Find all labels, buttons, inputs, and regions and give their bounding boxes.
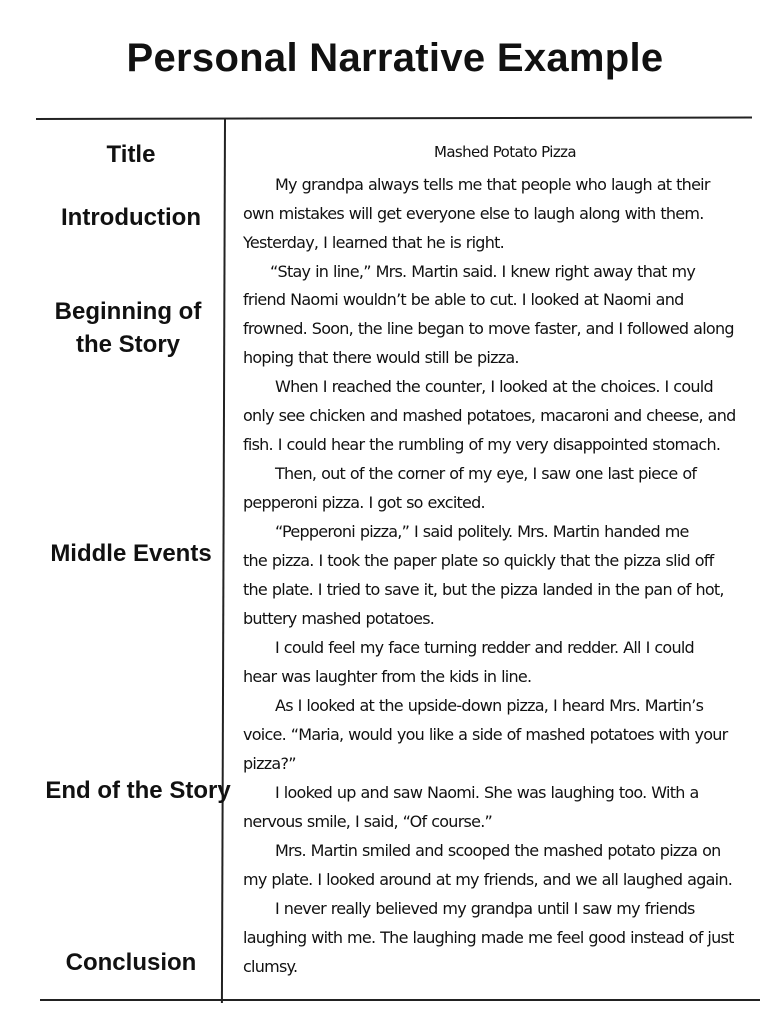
story-line: only see chicken and mashed potatoes, macaroni and cheese, and: [243, 406, 736, 425]
section-label-beginning: Beginning of the Story: [54, 298, 202, 358]
story-line: pizza?”: [243, 754, 296, 773]
top-rule: [36, 117, 752, 120]
bottom-rule: [40, 999, 760, 1001]
story-line: hoping that there would still be pizza.: [243, 348, 519, 367]
story-line: the plate. I tried to save it, but the pizza landed in the pan of hot,: [243, 580, 724, 599]
document-title: Personal Narrative Example: [126, 36, 664, 80]
story-line: nervous smile, I said, “Of course.”: [243, 812, 493, 831]
section-label-conclusion: Conclusion: [65, 949, 197, 976]
story-line: I looked up and saw Naomi. She was laughing too. With a: [275, 783, 699, 802]
story-line: laughing with me. The laughing made me feel good instead of just: [243, 928, 734, 947]
story-line: When I reached the counter, I looked at the choices. I could: [275, 377, 713, 396]
story-line: voice. “Maria, would you like a side of mashed potatoes with your: [243, 725, 728, 744]
story-line: friend Naomi wouldn’t be able to cut. I looked at Naomi and: [243, 290, 684, 309]
story-title: Mashed Potato Pizza: [434, 143, 576, 161]
story-line: I could feel my face turning redder and redder. All I could: [275, 638, 694, 657]
story-line: Mrs. Martin smiled and scooped the mashed potato pizza on: [275, 841, 721, 860]
section-label-middle: Middle Events: [50, 540, 212, 567]
story-line: frowned. Soon, the line began to move faster, and I followed along: [243, 319, 734, 338]
story-line: I never really believed my grandpa until I saw my friends: [275, 899, 695, 918]
story-line: “Stay in line,” Mrs. Martin said. I knew right away that my: [270, 262, 696, 281]
story-line: “Pepperoni pizza,” I said politely. Mrs. Martin handed me: [275, 522, 689, 541]
story-line: Then, out of the corner of my eye, I saw one last piece of: [275, 464, 697, 483]
story-line: the pizza. I took the paper plate so quickly that the pizza slid off: [243, 551, 714, 570]
section-label-introduction: Introduction: [61, 204, 201, 231]
story-line: Yesterday, I learned that he is right.: [243, 233, 504, 252]
story-line: clumsy.: [243, 957, 298, 976]
story-line: fish. I could hear the rumbling of my very disappointed stomach.: [243, 435, 721, 454]
story-line: my plate. I looked around at my friends, and we all laughed again.: [243, 870, 733, 889]
story-line: pepperoni pizza. I got so excited.: [243, 493, 485, 512]
section-label-end: End of the Story: [45, 777, 231, 804]
story-line: My grandpa always tells me that people who laugh at their: [275, 175, 710, 194]
section-label-title: Title: [106, 141, 156, 168]
story-line: As I looked at the upside-down pizza, I heard Mrs. Martin’s: [275, 696, 704, 715]
story-line: hear was laughter from the kids in line.: [243, 667, 532, 686]
story-line: buttery mashed potatoes.: [243, 609, 435, 628]
story-line: own mistakes will get everyone else to laugh along with them.: [243, 204, 704, 223]
